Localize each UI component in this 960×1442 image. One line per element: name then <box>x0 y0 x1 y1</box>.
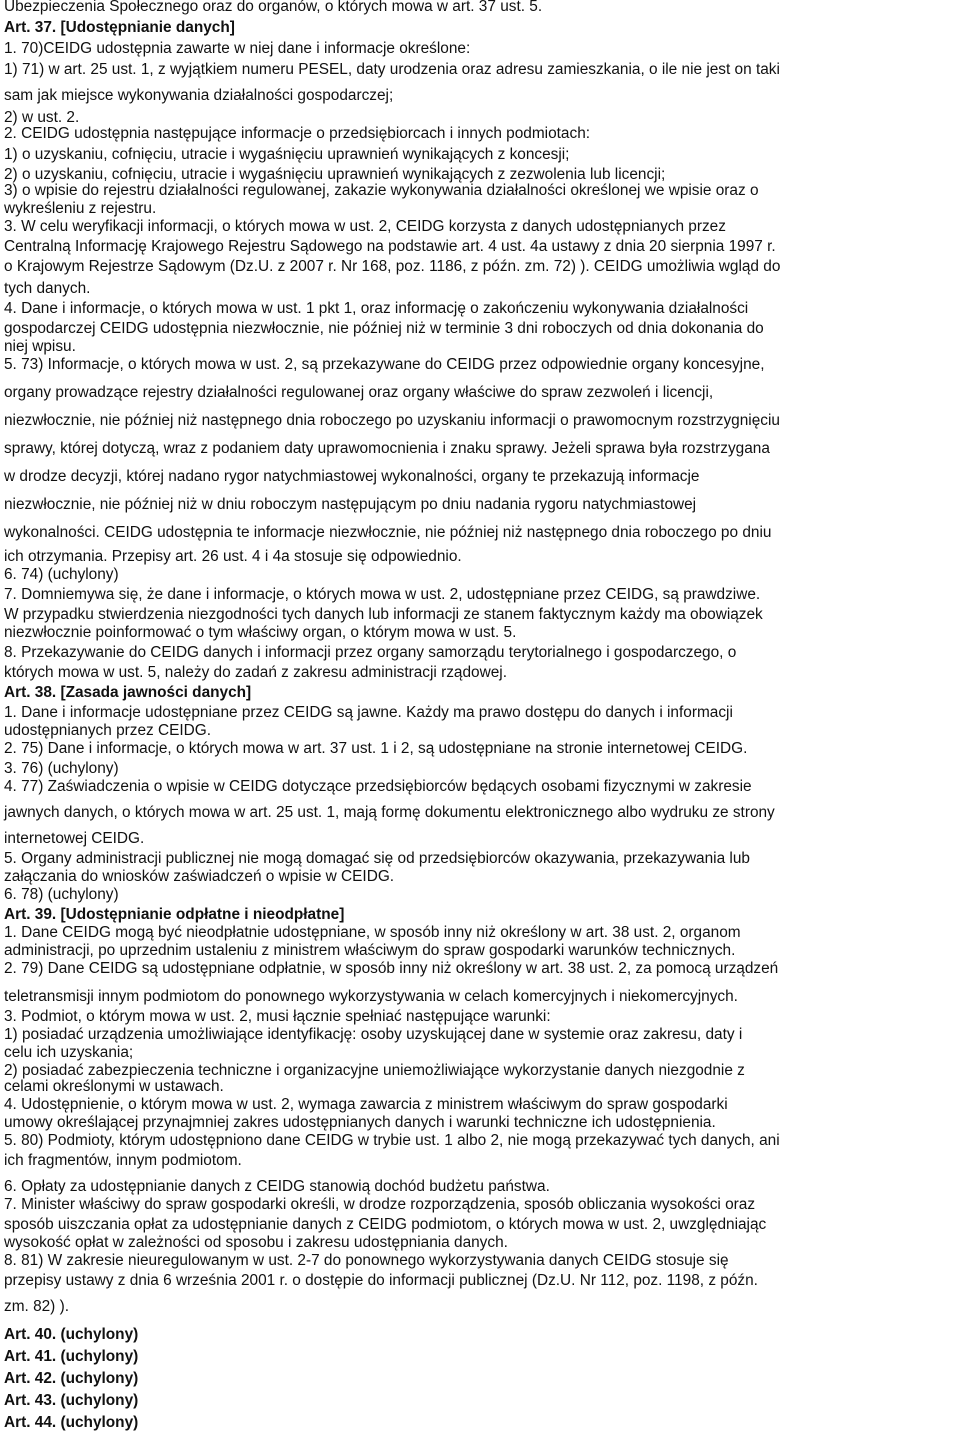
text-line: 4. Udostępnienie, o którym mowa w ust. 2, wymaga zawarcia z ministrem właściwym do spraw gospodarki <box>4 1096 728 1113</box>
text-line: 5. 73) Informacje, o których mowa w ust. 2, są przekazywane do CEIDG przez odpowiednie organy koncesyjne, <box>4 356 765 373</box>
text-line: sprawy, której dotyczą, wraz z podaniem daty uprawomocnienia i znaku sprawy. Jeżeli sprawa była rozstrzygana <box>4 440 770 457</box>
text-line: 2) o uzyskaniu, cofnięciu, utracie i wygaśnięciu uprawnień wynikających z zezwolenia lub licencji; <box>4 166 666 183</box>
text-line: których mowa w ust. 5, należy do zadań z zakresu administracji rządowej. <box>4 664 507 681</box>
text-line: 5. Organy administracji publicznej nie mogą domagać się od przedsiębiorców okazywania, przekazywania lub <box>4 850 750 867</box>
text-line: 2) posiadać zabezpieczenia techniczne i organizacyjne uniemożliwiające wykorzystanie danych niezgodnie z <box>4 1062 745 1079</box>
text-line: 8. 81) W zakresie nieuregulowanym w ust. 2-7 do ponownego wykorzystywania danych CEIDG stosuje się <box>4 1252 729 1269</box>
text-line: zm. 82) ). <box>4 1298 69 1315</box>
text-line: 4. 77) Zaświadczenia o wpisie w CEIDG dotyczące przedsiębiorców będących osobami fizycznymi w zakresie <box>4 778 752 795</box>
text-line: W przypadku stwierdzenia niezgodności tych danych lub informacji ze stanem faktycznym każdy ma obowiązek <box>4 606 763 623</box>
text-line: udostępnianych przez CEIDG. <box>4 722 212 739</box>
text-line: o Krajowym Rejestrze Sądowym (Dz.U. z 2007 r. Nr 168, poz. 1186, z późn. zm. 72) ). CEIDG umożliwia wgląd do <box>4 258 781 275</box>
article-heading: Art. 41. (uchylony) <box>4 1348 139 1365</box>
text-line: niezwłocznie poinformować o tym właściwy organ, o którym mowa w ust. 5. <box>4 624 517 641</box>
text-line: sposób uiszczania opłat za udostępnianie danych z CEIDG podmiotom, o których mowa w ust. 2, uwzględniając <box>4 1216 767 1233</box>
text-line: 8. Przekazywanie do CEIDG danych i informacji przez organy samorządu terytorialnego i gospodarczego, o <box>4 644 737 661</box>
text-line: 2. CEIDG udostępnia następujące informacje o przedsiębiorcach i innych podmiotach: <box>4 125 591 142</box>
text-line: wykreśleniu z rejestru. <box>4 200 157 217</box>
text-line: załączania do wniosków zaświadczeń o wpisie w CEIDG. <box>4 868 395 885</box>
text-line: 6. 78) (uchylony) <box>4 886 119 903</box>
text-line: 5. 80) Podmioty, którym udostępniono dane CEIDG w trybie ust. 1 albo 2, nie mogą przekazywać tych danych, ani <box>4 1132 780 1149</box>
text-line: sam jak miejsce wykonywania działalności gospodarczej; <box>4 87 394 104</box>
text-line: 7. Minister właściwy do spraw gospodarki określi, w drodze rozporządzenia, sposób obliczania wysokości oraz <box>4 1196 756 1213</box>
article-heading: Art. 40. (uchylony) <box>4 1326 139 1343</box>
text-line: 3) o wpisie do rejestru działalności regulowanej, zakazie wykonywania działalności określonej we wpisie oraz o <box>4 182 759 199</box>
text-line: internetowej CEIDG. <box>4 830 145 847</box>
text-line: 2. 75) Dane i informacje, o których mowa w art. 37 ust. 1 i 2, są udostępniane na stronie internetowej CEIDG. <box>4 740 748 757</box>
text-line: 6. Opłaty za udostępnianie danych z CEIDG stanowią dochód budżetu państwa. <box>4 1178 550 1195</box>
article-heading: Art. 42. (uchylony) <box>4 1370 139 1387</box>
text-line: niej wpisu. <box>4 338 76 355</box>
text-line: tych danych. <box>4 280 91 297</box>
text-line: wykonalności. CEIDG udostępnia te informacje niezwłocznie, nie później niż następnego dnia roboczego po dniu <box>4 524 772 541</box>
text-line: Ubezpieczenia Społecznego oraz do organów, o których mowa w art. 37 ust. 5. <box>4 0 543 15</box>
text-line: 6. 74) (uchylony) <box>4 566 119 583</box>
text-line: umowy określającej przynajmniej zakres udostępnianych danych i warunki techniczne ich udostępnienia. <box>4 1114 716 1131</box>
article-heading: Art. 39. [Udostępnianie odpłatne i nieodpłatne] <box>4 906 345 923</box>
text-line: ich otrzymania. Przepisy art. 26 ust. 4 i 4a stosuje się odpowiednio. <box>4 548 462 565</box>
text-line: 1) 71) w art. 25 ust. 1, z wyjątkiem numeru PESEL, daty urodzenia oraz adresu zamieszkania, o ile nie jest on taki <box>4 61 780 78</box>
text-line: 4. Dane i informacje, o których mowa w ust. 1 pkt 1, oraz informację o zakończeniu wykonywania działalności <box>4 300 749 317</box>
text-line: 1. Dane i informacje udostępniane przez CEIDG są jawne. Każdy ma prawo dostępu do danych i informacji <box>4 704 733 721</box>
text-line: celu ich uzyskania; <box>4 1044 134 1061</box>
text-line: wysokość opłat w zależności od sposobu i zakresu udostępniania danych. <box>4 1234 508 1251</box>
text-line: niezwłocznie, nie później niż w dniu roboczym następującym po dniu nadania rygoru natychmiastowej <box>4 496 697 513</box>
text-line: 1. Dane CEIDG mogą być nieodpłatnie udostępniane, w sposób inny niż określony w art. 38 ust. 2, organom <box>4 924 741 941</box>
article-heading: Art. 44. (uchylony) <box>4 1414 139 1431</box>
text-line: gospodarczej CEIDG udostępnia niezwłocznie, nie później niż w terminie 3 dni roboczych od dnia dokonania do <box>4 320 764 337</box>
article-heading: Art. 43. (uchylony) <box>4 1392 139 1409</box>
text-line: 7. Domniemywa się, że dane i informacje, o których mowa w ust. 2, udostępniane przez CEIDG, są prawdziwe. <box>4 586 761 603</box>
article-heading: Art. 38. [Zasada jawności danych] <box>4 684 252 701</box>
text-line: celami określonymi w ustawach. <box>4 1078 224 1095</box>
text-line: ich fragmentów, innym podmiotom. <box>4 1152 242 1169</box>
text-line: 1) o uzyskaniu, cofnięciu, utracie i wygaśnięciu uprawnień wynikających z koncesji; <box>4 146 570 163</box>
text-line: teletransmisji innym podmiotom do ponownego wykorzystywania w celach komercyjnych i niekomercyjnych. <box>4 988 738 1005</box>
text-line: Centralną Informację Krajowego Rejestru Sądowego na podstawie art. 4 ust. 4a ustawy z dnia 20 sierpnia 1997 r. <box>4 238 776 255</box>
text-line: niezwłocznie, nie później niż następnego dnia roboczego po uzyskaniu informacji o prawomocnym rozstrzygnięciu <box>4 412 780 429</box>
text-line: organy prowadzące rejestry działalności regulowanej oraz organy właściwe do spraw zezwoleń i licencji, <box>4 384 714 401</box>
text-line: jawnych danych, o których mowa w art. 25 ust. 1, mają formę dokumentu elektronicznego albo wydruku ze strony <box>4 804 775 821</box>
article-heading: Art. 37. [Udostępnianie danych] <box>4 19 235 36</box>
text-line: 2) w ust. 2. <box>4 109 80 126</box>
text-line: 1) posiadać urządzenia umożliwiające identyfikację: osoby uzyskującej dane w systemie oraz zakresu, daty i <box>4 1026 743 1043</box>
text-line: 1. 70)CEIDG udostępnia zawarte w niej dane i informacje określone: <box>4 40 471 57</box>
text-line: 3. 76) (uchylony) <box>4 760 119 777</box>
text-line: w drodze decyzji, której nadano rygor natychmiastowej wykonalności, organy te przekazują informacje <box>4 468 700 485</box>
text-line: 3. Podmiot, o którym mowa w ust. 2, musi łącznie spełniać następujące warunki: <box>4 1008 551 1025</box>
text-line: przepisy ustawy z dnia 6 września 2001 r. o dostępie do informacji publicznej (Dz.U. Nr 112, poz. 1198, z późn. <box>4 1272 758 1289</box>
text-line: 3. W celu weryfikacji informacji, o których mowa w ust. 2, CEIDG korzysta z danych udostępnianych przez <box>4 218 726 235</box>
text-line: 2. 79) Dane CEIDG są udostępniane odpłatnie, w sposób inny niż określony w art. 38 ust. 2, za pomocą urządzeń <box>4 960 779 977</box>
text-line: administracji, po uprzednim ustaleniu z ministrem właściwym do spraw gospodarki warunków technicznych. <box>4 942 736 959</box>
